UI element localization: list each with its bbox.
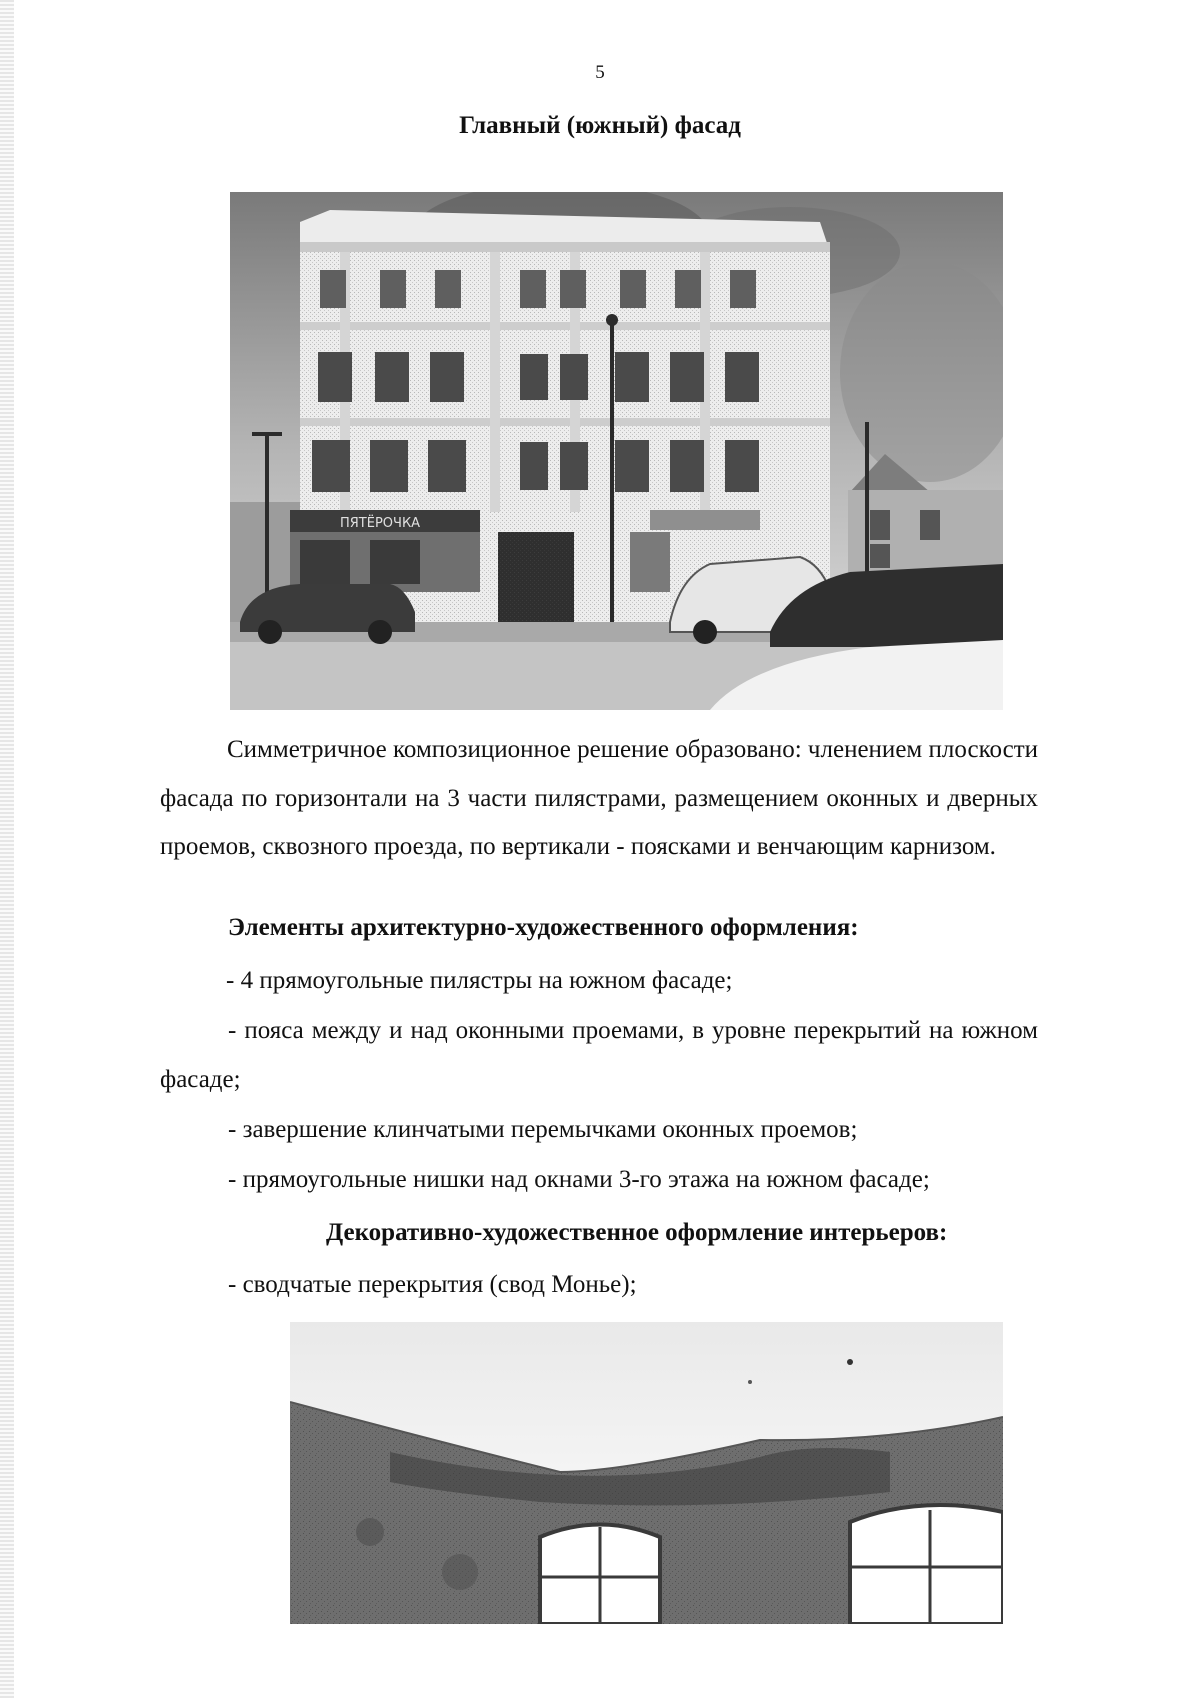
list-item: - 4 прямоугольные пилястры на южном фасаде; bbox=[226, 967, 733, 994]
left-window bbox=[540, 1525, 660, 1625]
list-item: - сводчатые перекрытия (свод Монье); bbox=[228, 1271, 637, 1298]
right-window bbox=[850, 1505, 1003, 1624]
elements-heading: Элементы архитектурно-художественного оформления: bbox=[228, 914, 859, 941]
facade-photo bbox=[230, 192, 1003, 710]
interior-photo bbox=[290, 1322, 1003, 1624]
facade-heading: Главный (южный) фасад bbox=[459, 112, 741, 139]
store-sign: ПЯТЁРОЧКА bbox=[340, 516, 421, 531]
list-item: - прямоугольные нишки над окнами 3-го этажа на южном фасаде; bbox=[228, 1166, 930, 1193]
scan-edge bbox=[0, 0, 14, 1698]
list-item: - завершение клинчатыми перемычками оконных проемов; bbox=[228, 1116, 858, 1143]
composition-paragraph: Симметричное композиционное решение образовано: членением плоскости фасада по горизонтали на 3 части пилястрами, размещением оконных и дверных проемов, сквозного проезда, по вертикали - поясками и венчающим карнизом. bbox=[160, 736, 1038, 860]
list-item: - пояса между и над оконными проемами, в уровне перекрытий на южном bbox=[228, 1017, 1038, 1044]
page-number: 5 bbox=[595, 62, 605, 83]
interiors-heading: Декоративно-художественное оформление интерьеров: bbox=[326, 1219, 948, 1246]
list-item: фасаде; bbox=[160, 1066, 241, 1093]
